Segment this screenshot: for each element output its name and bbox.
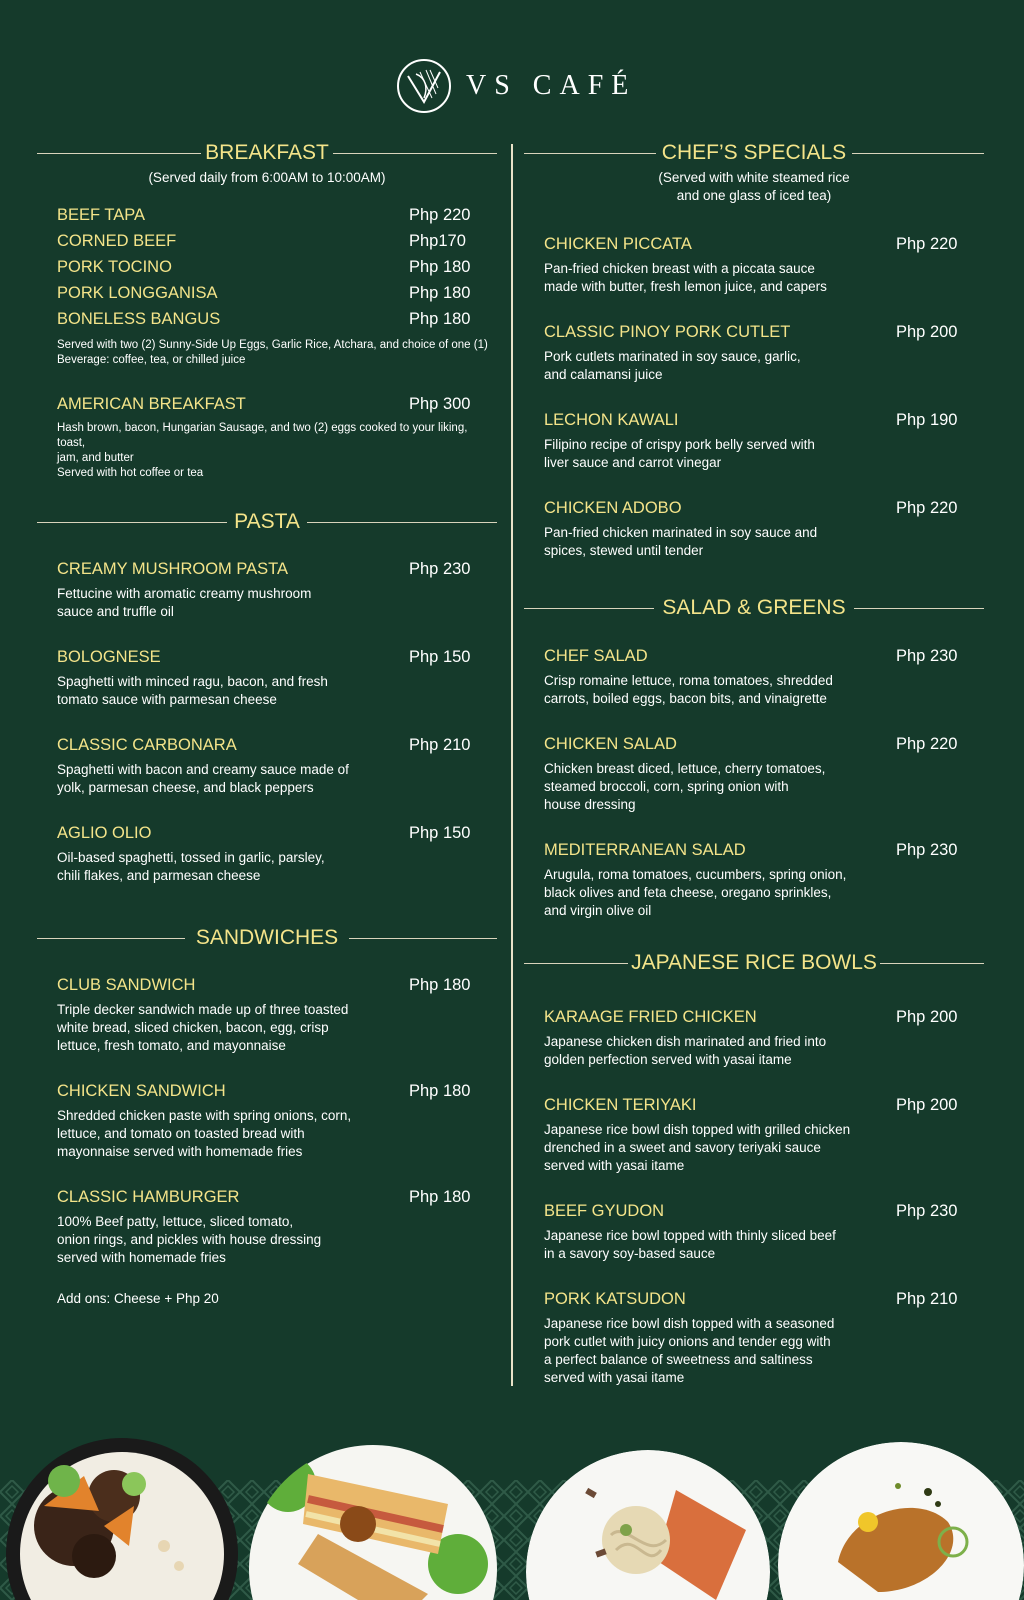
item-description: 100% Beef patty, lettuce, sliced tomato, onion rings, and pickles with house dressing served with homemade fries (57, 1214, 322, 1265)
menu-item (57, 229, 477, 253)
item-price: Php170 (409, 232, 466, 250)
section-title: BREAKFAST (205, 141, 329, 164)
item-price: Php 180 (409, 310, 471, 328)
item-description: Fettucine with aromatic creamy mushroom sauce and truffle oil (57, 586, 312, 619)
item-name: CLASSIC CARBONARA (57, 736, 237, 754)
item-price: Php 220 (896, 735, 958, 753)
item-price: Php 230 (896, 1202, 958, 1220)
menu-item (57, 307, 477, 331)
item-description: Triple decker sandwich made up of three toasted white bread, sliced chicken, bacon, egg, crisp lettuce, fresh tomato, and mayonnaise (57, 1002, 349, 1053)
item-name: LECHON KAWALI (544, 411, 679, 429)
item-name: MEDITERRANEAN SALAD (544, 841, 746, 859)
item-name: CHICKEN ADOBO (544, 499, 682, 517)
menu-item (57, 973, 477, 1055)
item-description: Shredded chicken paste with spring onions, corn, lettuce, and tomato on toasted bread with mayonnaise served with homemade fries (57, 1108, 352, 1159)
breakfast-note: Served with two (2) Sunny-Side Up Eggs, Garlic Rice, Atchara, and choice of one (1) Beverage: coffee, tea, or chilled juice (57, 339, 488, 366)
menu-item (57, 203, 477, 227)
item-price: Php 150 (409, 648, 471, 666)
item-name: CLASSIC PINOY PORK CUTLET (544, 323, 791, 341)
menu-item (57, 821, 477, 885)
section-title: SANDWICHES (195, 926, 339, 949)
menu-item (544, 320, 964, 384)
item-name: CLASSIC HAMBURGER (57, 1188, 240, 1206)
item-name: KARAAGE FRIED CHICKEN (544, 1008, 757, 1026)
item-price: Php 180 (409, 284, 471, 302)
menu-item (544, 496, 964, 560)
menu-item (544, 1093, 964, 1175)
item-name: CHICKEN SANDWICH (57, 1082, 226, 1100)
item-price: Php 200 (896, 323, 958, 341)
menu-item (544, 838, 964, 920)
item-description: Japanese chicken dish marinated and fried into golden perfection served with yasai itame (544, 1034, 827, 1067)
item-price: Php 210 (409, 736, 471, 754)
item-name: PORK KATSUDON (544, 1290, 686, 1308)
item-price: Php 300 (409, 395, 471, 413)
menu-item (544, 408, 964, 472)
menu-item (544, 1199, 964, 1263)
item-price: Php 220 (409, 206, 471, 224)
menu-item (57, 1185, 477, 1267)
pasta-photo (526, 1450, 770, 1600)
item-name: AGLIO OLIO (57, 824, 152, 842)
menu-item (57, 281, 477, 305)
section-subtitle: (Served with white steamed rice and one glass of iced tea) (658, 170, 850, 203)
item-name: BONELESS BANGUS (57, 310, 221, 328)
chicken-piccata-photo (778, 1442, 1024, 1600)
addons-note: Add ons: Cheese + Php 20 (57, 1291, 219, 1306)
ricebowls-section (524, 949, 984, 979)
item-price: Php 190 (896, 411, 958, 429)
menu-item (57, 1079, 477, 1161)
item-name: CREAMY MUSHROOM PASTA (57, 560, 289, 578)
item-name: CHICKEN PICCATA (544, 235, 692, 253)
item-name: BEEF GYUDON (544, 1202, 665, 1220)
menu-item (57, 392, 477, 416)
sandwiches-section (37, 924, 497, 954)
specials-section (524, 139, 984, 205)
item-price: Php 180 (409, 258, 471, 276)
item-price: Php 220 (896, 235, 958, 253)
item-price: Php 230 (409, 560, 471, 578)
item-description: Hash brown, bacon, Hungarian Sausage, and two (2) eggs cooked to your liking, toast, jam, and butter Served with hot coffee or tea (57, 422, 468, 479)
item-name: CHICKEN TERIYAKI (544, 1096, 697, 1114)
item-price: Php 180 (409, 976, 471, 994)
item-name: CORNED BEEF (57, 232, 177, 250)
menu-item (544, 232, 964, 296)
item-description: Chicken breast diced, lettuce, cherry tomatoes, steamed broccoli, corn, spring onion with house dressing (544, 761, 826, 812)
food-photo-strip (0, 1430, 1024, 1600)
item-name: CHICKEN SALAD (544, 735, 677, 753)
item-price: Php 230 (896, 647, 958, 665)
item-price: Php 200 (896, 1008, 958, 1026)
section-subtitle: (Served daily from 6:00AM to 10:00AM) (148, 170, 386, 185)
breakfast-section (37, 139, 497, 187)
menu-item (544, 1287, 964, 1387)
item-name: PORK LONGGANISA (57, 284, 218, 302)
specials-header (524, 139, 984, 169)
pasta-header (37, 508, 497, 538)
section-title: PASTA (234, 510, 300, 533)
item-description: Japanese rice bowl dish topped with a seasoned pork cutlet with juicy onions and tender egg with a perfect balance of sweetness and saltiness served with yasai itame (544, 1316, 835, 1385)
menu-item (544, 1005, 964, 1069)
sandwiches-header (37, 924, 497, 954)
item-description: Pan-fried chicken breast with a piccata sauce made with butter, fresh lemon juice, and capers (544, 261, 827, 294)
item-name: AMERICAN BREAKFAST (57, 395, 246, 413)
section-title: CHEF’S SPECIALS (661, 141, 847, 164)
item-price: Php 180 (409, 1082, 471, 1100)
section-title: SALAD & GREENS (662, 596, 846, 619)
sandwich-photo (248, 1444, 498, 1600)
item-description: Oil-based spaghetti, tossed in garlic, parsley, chili flakes, and parmesan cheese (57, 850, 325, 883)
item-description: Japanese rice bowl dish topped with grilled chicken drenched in a sweet and savory teriyaki sauce served with yasai itame (544, 1122, 851, 1173)
item-description: Spaghetti with minced ragu, bacon, and fresh tomato sauce with parmesan cheese (57, 674, 328, 707)
brand-logo (396, 56, 636, 116)
pasta-section (37, 508, 497, 538)
menu-item (544, 732, 964, 814)
item-price: Php 180 (409, 1188, 471, 1206)
section-title: JAPANESE RICE BOWLS (631, 951, 877, 974)
salads-header (524, 594, 984, 624)
item-description: Crisp romaine lettuce, roma tomatoes, shredded carrots, boiled eggs, bacon bits, and vinaigrette (544, 673, 833, 706)
item-price: Php 200 (896, 1096, 958, 1114)
breakfast-header (37, 139, 497, 169)
brand-name: VS CAFÉ (466, 70, 637, 101)
menu-item (57, 645, 477, 709)
menu-item (57, 255, 477, 279)
menu-item (57, 557, 477, 621)
item-description: Arugula, roma tomatoes, cucumbers, spring onion, black olives and feta cheese, oregano sprinkles, and virgin olive oil (544, 867, 847, 918)
item-price: Php 210 (896, 1290, 958, 1308)
column-divider (511, 144, 513, 1386)
item-price: Php 220 (896, 499, 958, 517)
item-name: CLUB SANDWICH (57, 976, 196, 994)
item-description: Spaghetti with bacon and creamy sauce made of yolk, parmesan cheese, and black peppers (57, 762, 349, 795)
ricebowls-header (524, 949, 984, 979)
item-description: Filipino recipe of crispy pork belly served with liver sauce and carrot vinegar (544, 437, 815, 470)
item-price: Php 150 (409, 824, 471, 842)
item-price: Php 230 (896, 841, 958, 859)
item-description: Pork cutlets marinated in soy sauce, garlic, and calamansi juice (544, 349, 801, 382)
item-description: Japanese rice bowl topped with thinly sliced beef in a savory soy-based sauce (544, 1228, 836, 1261)
menu-item (544, 644, 964, 708)
brand-emblem-icon (396, 58, 452, 114)
item-name: PORK TOCINO (57, 258, 172, 276)
rice-bowl-photo (4, 1436, 240, 1600)
item-name: CHEF SALAD (544, 647, 648, 665)
item-name: BEEF TAPA (57, 206, 146, 224)
item-name: BOLOGNESE (57, 648, 161, 666)
item-description: Pan-fried chicken marinated in soy sauce and spices, stewed until tender (544, 525, 818, 558)
salads-section (524, 594, 984, 624)
menu-item (57, 733, 477, 797)
